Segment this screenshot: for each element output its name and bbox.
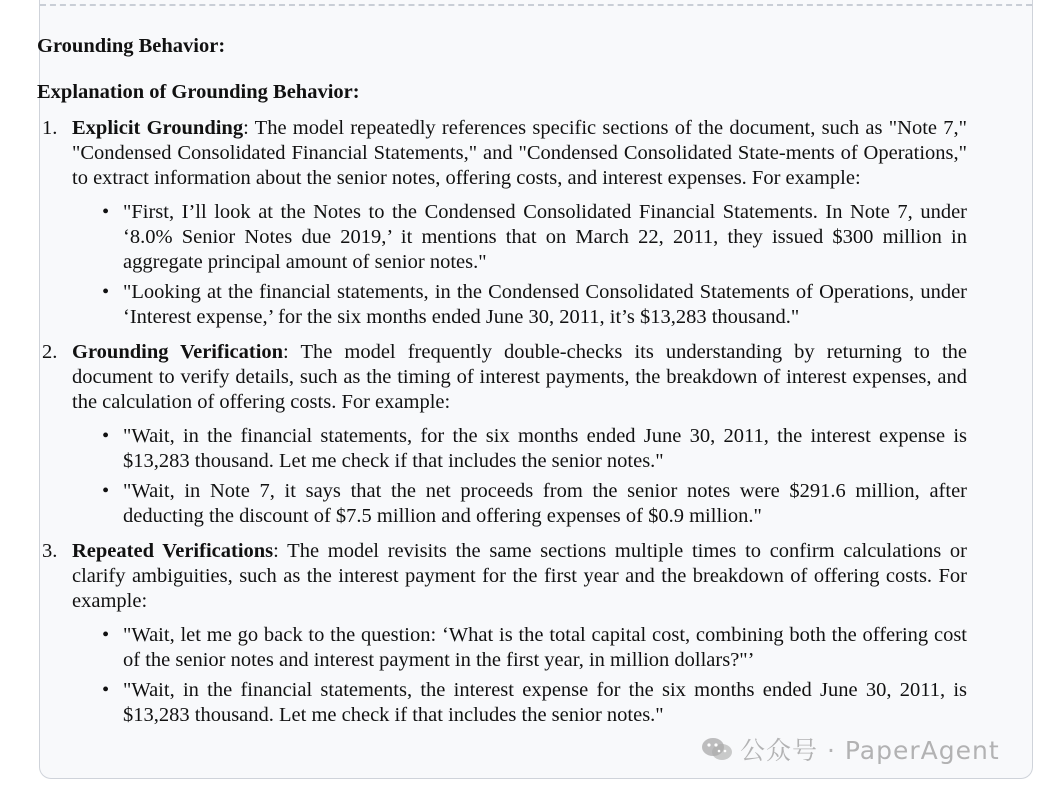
document-content bbox=[37, 34, 967, 738]
item-number: 2. bbox=[42, 341, 58, 363]
bullet-icon: • bbox=[102, 624, 110, 646]
bullet-icon: • bbox=[102, 480, 110, 502]
bullet-icon: • bbox=[102, 679, 110, 701]
example-item bbox=[72, 678, 967, 728]
example-list bbox=[72, 424, 967, 529]
dashed-top-border bbox=[40, 4, 1032, 6]
item-text: : The model frequently double-checks its understanding by returning to the document to verify details, such as the timing of interest payments, the breakdown of interest expenses, and the calculation of offering costs. For example: bbox=[72, 341, 967, 413]
example-item bbox=[72, 623, 967, 673]
list-item bbox=[37, 340, 967, 529]
example-list bbox=[72, 623, 967, 728]
bullet-icon: • bbox=[102, 281, 110, 303]
list-item bbox=[37, 116, 967, 330]
item-text: : The model revisits the same sections multiple times to confirm calculations or clarify ambiguities, such as the interest payment for the first year and the breakdown of offering costs. For example: bbox=[72, 540, 967, 612]
item-lead: Repeated Verifications bbox=[72, 540, 274, 562]
heading-explanation: Explanation of Grounding Behavior: bbox=[37, 81, 360, 103]
example-item bbox=[72, 479, 967, 529]
example-text: "Wait, in the financial statements, for the six months ended June 30, 2011, the interest expense is $13,283 thousand. Let me check if that includes the senior notes." bbox=[123, 425, 967, 472]
example-text: "Wait, in the financial statements, the interest expense for the six months ended June 30, 2011, is $13,283 thousand. Let me check if that includes the senior notes." bbox=[123, 679, 967, 726]
example-item bbox=[72, 424, 967, 474]
item-number: 1. bbox=[42, 117, 58, 139]
example-list bbox=[72, 200, 967, 330]
item-lead: Explicit Grounding bbox=[72, 117, 244, 139]
item-number: 3. bbox=[42, 540, 58, 562]
bullet-icon: • bbox=[102, 425, 110, 447]
watermark bbox=[700, 731, 1000, 767]
example-item bbox=[72, 200, 967, 275]
watermark-text: 公众号 · PaperAgent bbox=[740, 736, 1000, 765]
explanation-list bbox=[37, 116, 967, 728]
example-item bbox=[72, 280, 967, 330]
example-text: "Looking at the financial statements, in the Condensed Consolidated Statements of Operations, under ‘Interest expense,’ for the six months ended June 30, 2011, it’s $13,283 thousand." bbox=[123, 281, 967, 328]
example-text: "First, I’ll look at the Notes to the Condensed Consolidated Financial Statements. In Note 7, under ‘8.0% Senior Notes due 2019,’ it mentions that on March 22, 2011, they issued $300 million in aggregate principal amount of senior notes." bbox=[123, 201, 967, 273]
item-lead: Grounding Verification bbox=[72, 341, 284, 363]
bullet-icon: • bbox=[102, 201, 110, 223]
example-text: "Wait, let me go back to the question: ‘What is the total capital cost, combining both the offering cost of the senior notes and interest payment in the first year, in million dollars?"’ bbox=[123, 624, 967, 671]
heading-grounding-behavior: Grounding Behavior: bbox=[37, 35, 226, 57]
item-text: : The model repeatedly references specific sections of the document, such as "Note 7," "Condensed Consolidated Financial Statements," and "Condensed Consolidated State-ments of Operations," to extract information about the senior notes, offering costs, and interest expenses. For example: bbox=[72, 117, 967, 189]
wechat-icon bbox=[700, 736, 734, 762]
example-text: "Wait, in Note 7, it says that the net proceeds from the senior notes were $291.6 million, after deducting the discount of $7.5 million and offering expenses of $0.9 million." bbox=[123, 480, 967, 527]
list-item bbox=[37, 539, 967, 728]
